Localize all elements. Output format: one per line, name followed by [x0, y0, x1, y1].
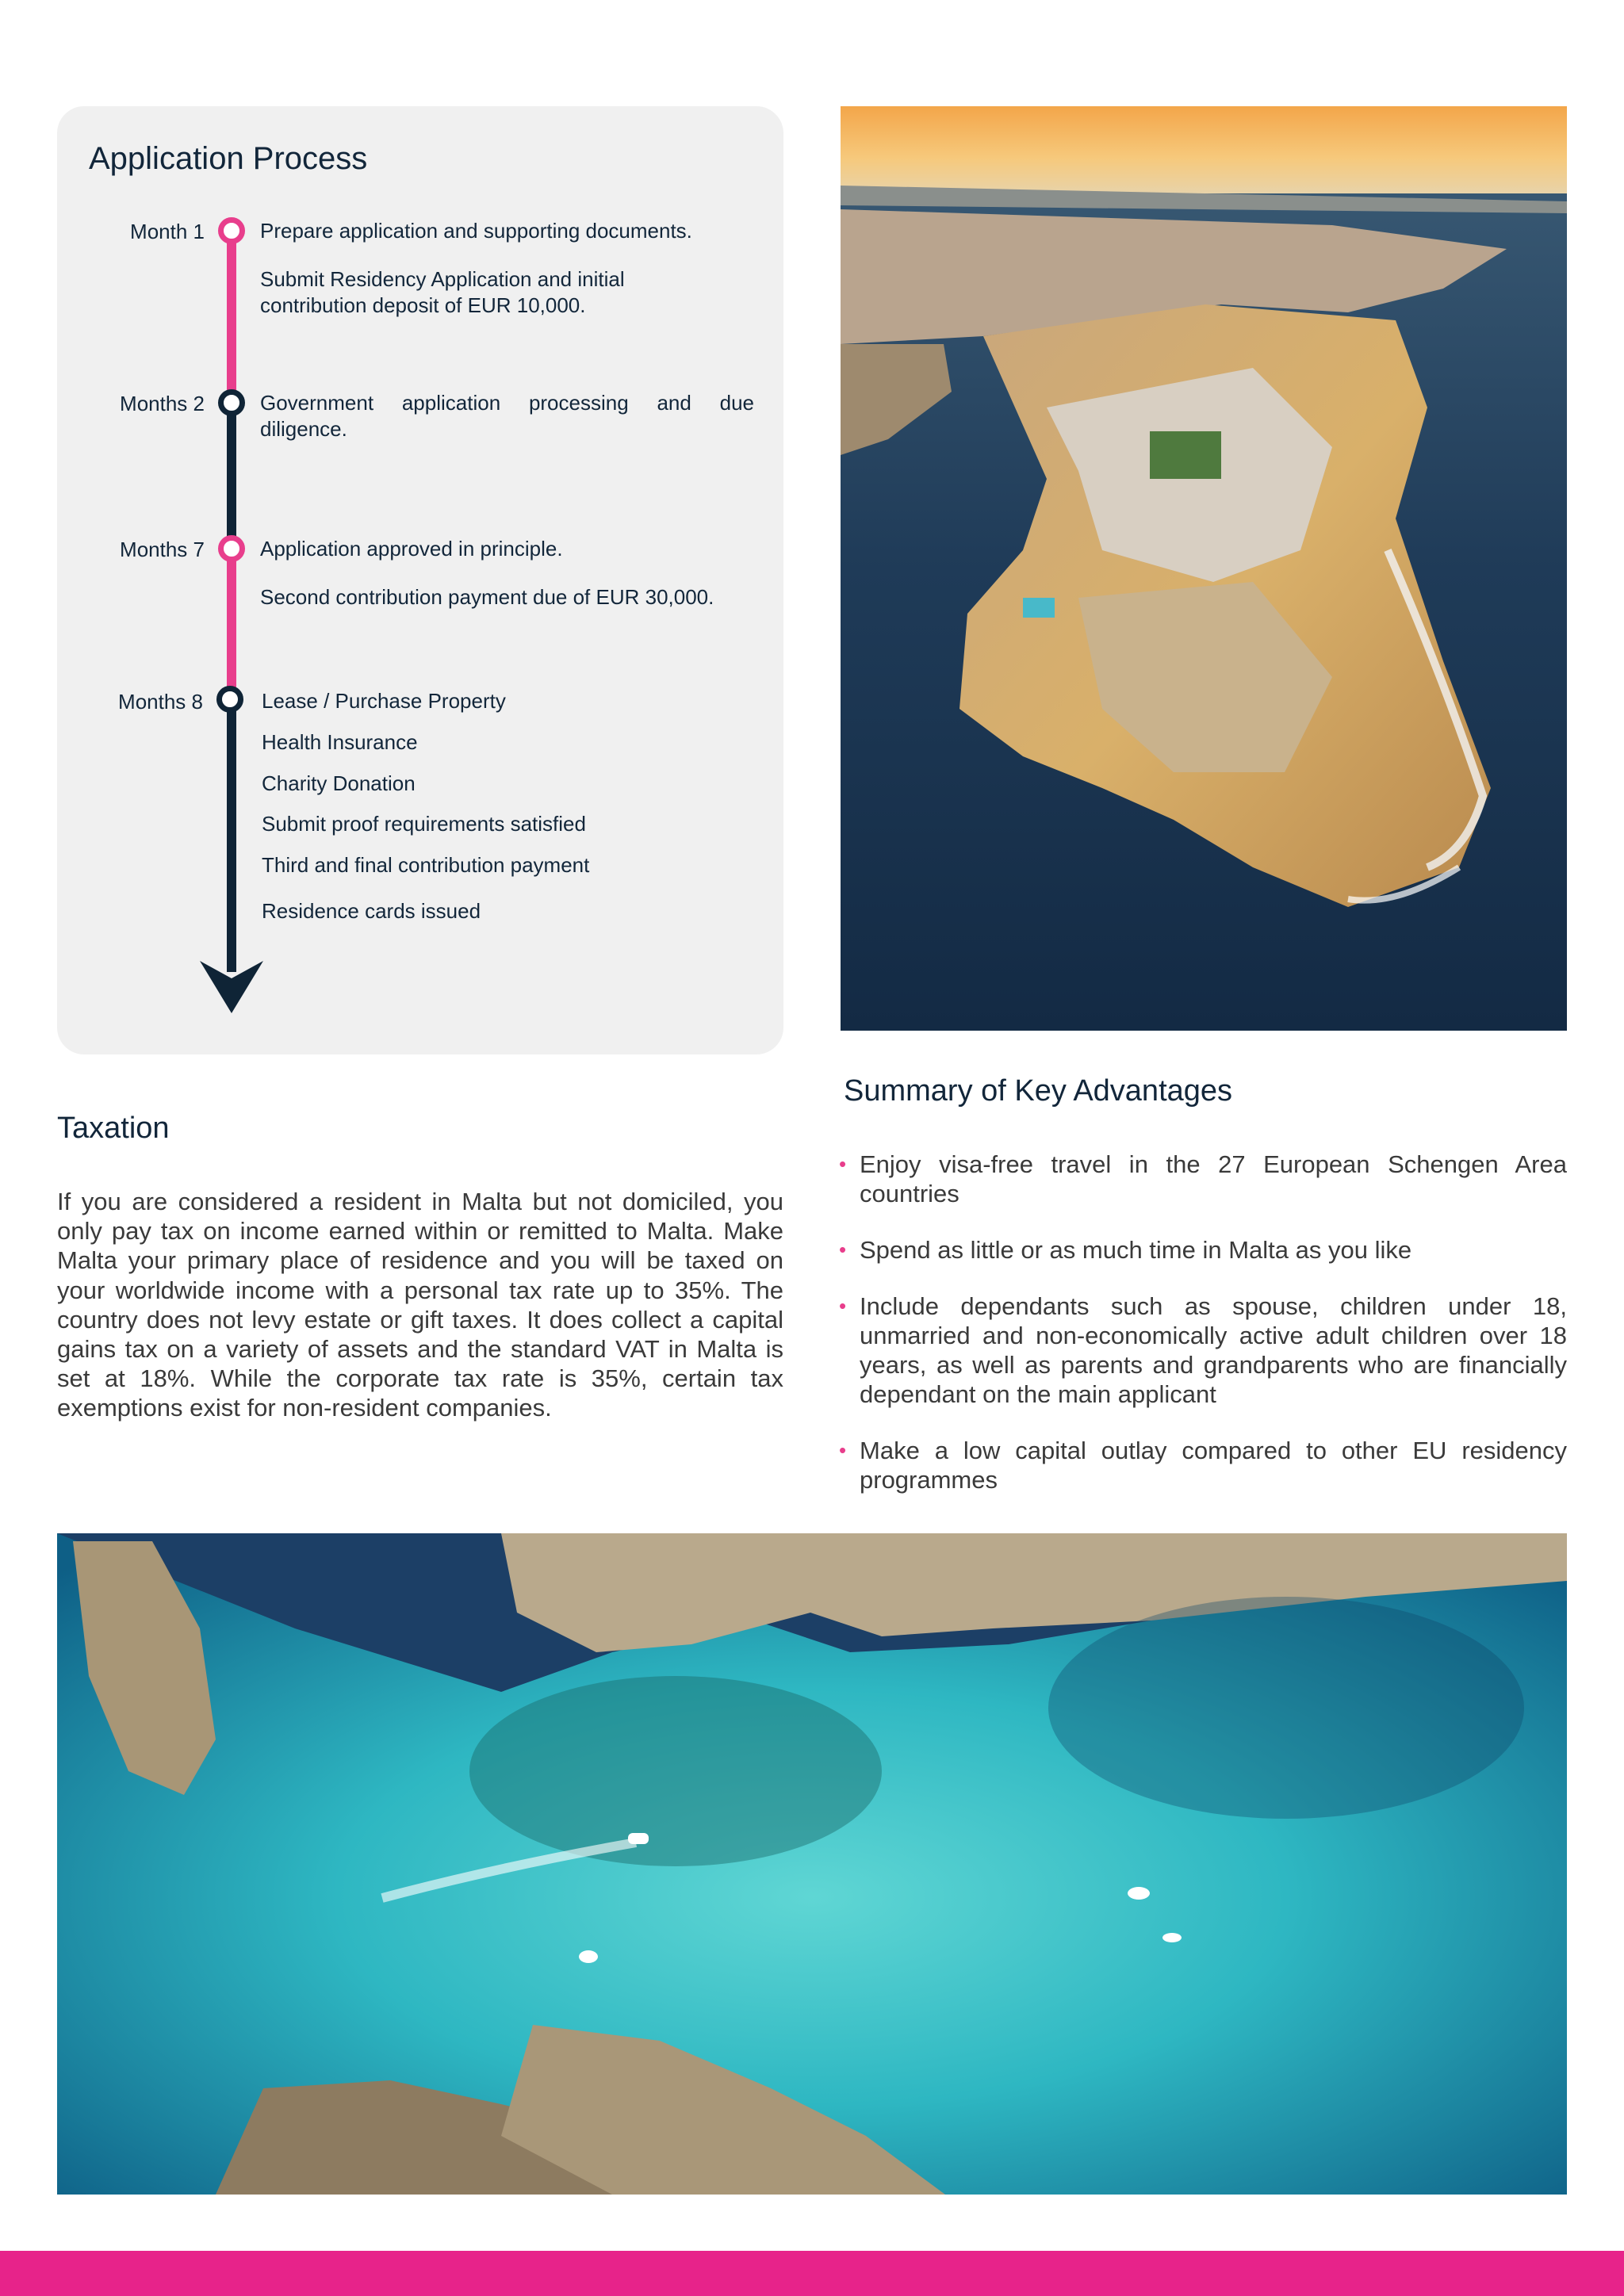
step-4-item-4: Submit proof requirements satisfied: [262, 812, 586, 836]
process-title: Application Process: [89, 141, 368, 176]
step-label-months-2: Months 2: [120, 392, 205, 415]
timeline-node-3: [218, 535, 245, 562]
step-label-month-1: Month 1: [130, 220, 205, 243]
step-label-months-8: Months 8: [118, 690, 203, 714]
step-4-item-6: Residence cards issued: [262, 899, 481, 923]
taxation-body: If you are considered a resident in Malta but not domiciled, you only pay tax on income earned within or remitted to Malta. Make Malta your primary place of residence and you will be taxed on your worldwide income with a personal tax rate up to 35%. The country does not levy estate or gift taxes. It does collect a capital gains tax on a variety of assets and the standard VAT in Malta is set at 18%. While the corporate tax rate is 35%, certain tax exemptions exist for non-resident companies.: [57, 1188, 783, 1422]
bullet-icon: •: [839, 1294, 847, 1318]
photo-coastal-peninsula: [841, 106, 1567, 1031]
step-label-months-7: Months 7: [120, 538, 205, 561]
step-4-item-3: Charity Donation: [262, 771, 416, 795]
timeline-node-1: [218, 217, 245, 244]
timeline-segment-navy: [227, 404, 236, 550]
taxation-title: Taxation: [57, 1112, 170, 1145]
step-4-item-5: Third and final contribution payment: [262, 853, 590, 877]
timeline-arrow-icon: [200, 961, 263, 1013]
application-process-card: [57, 106, 783, 1054]
advantage-item: • Enjoy visa-free travel in the 27 European Schengen Area countries: [839, 1150, 1567, 1207]
timeline-node-2: [218, 389, 245, 416]
step-4-item-2: Health Insurance: [262, 730, 418, 754]
photo-turquoise-lagoon: [57, 1533, 1567, 2195]
step-2-item-1: Government application processing and due diligence.: [260, 391, 754, 441]
step-3-item-2: Second contribution payment due of EUR 30,000.: [260, 585, 714, 609]
bullet-icon: •: [839, 1438, 847, 1462]
step-1-item-1: Prepare application and supporting documents.: [260, 219, 692, 243]
advantage-item: • Spend as little or as much time in Malta as you like: [839, 1236, 1412, 1264]
advantage-item: • Include dependants such as spouse, children under 18, unmarried and non-economically active adult children over 18 years, as well as parents and grandparents who are financially dependant on the main applicant: [839, 1292, 1567, 1408]
bullet-icon: •: [839, 1152, 847, 1176]
timeline-segment-navy: [227, 702, 236, 972]
timeline-node-4: [216, 686, 243, 713]
advantages-list: [839, 1150, 1567, 1521]
bullet-icon: •: [839, 1238, 847, 1261]
timeline-segment-pink: [227, 571, 236, 702]
step-3-item-1: Application approved in principle.: [260, 537, 563, 561]
footer-bar: [0, 2251, 1624, 2296]
advantage-item: • Make a low capital outlay compared to other EU residency programmes: [839, 1437, 1567, 1494]
step-1-item-2: Submit Residency Application and initial contribution deposit of EUR 10,000.: [260, 267, 625, 317]
advantages-title: Summary of Key Advantages: [844, 1074, 1233, 1108]
step-4-item-1: Lease / Purchase Property: [262, 689, 506, 713]
